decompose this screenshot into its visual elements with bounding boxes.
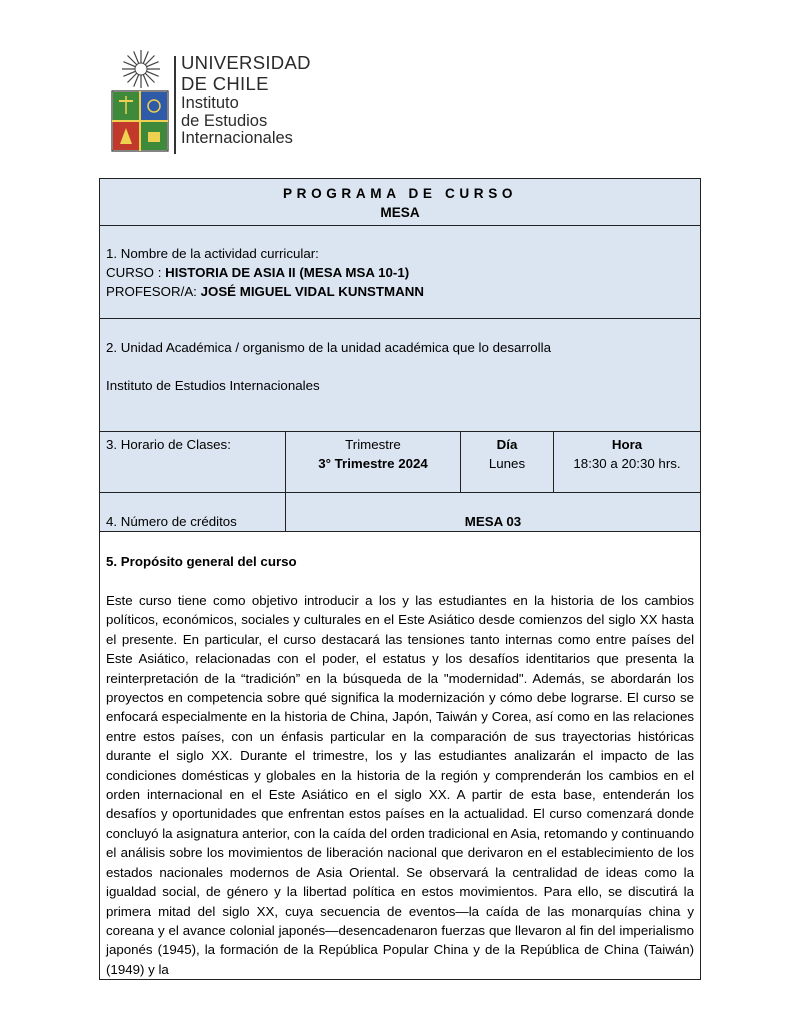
academic-unit: Instituto de Estudios Internacionales <box>106 378 320 393</box>
section-3-label: 3. Horario de Clases: <box>106 437 231 452</box>
section-4-label: 4. Número de créditos <box>106 514 237 529</box>
logo-institute-line1: Instituto <box>181 94 239 112</box>
course-name: HISTORIA DE ASIA II (MESA MSA 10-1) <box>165 265 410 280</box>
logo-divider <box>174 56 176 154</box>
course-program-table <box>99 178 701 980</box>
section-2-cell <box>100 319 701 432</box>
logo-university-line1: UNIVERSIDAD <box>181 52 311 73</box>
logo-institute-line3: Internacionales <box>181 129 293 147</box>
time-cell <box>554 432 701 493</box>
section-5-cell <box>100 532 701 980</box>
day-value: Lunes <box>488 456 526 471</box>
logo-university-line2: DE CHILE <box>181 72 269 94</box>
professor-line <box>106 282 694 301</box>
time-value: 18:30 a 20:30 hrs. <box>573 456 681 471</box>
section-1-cell <box>100 226 701 319</box>
title-cell <box>100 179 701 226</box>
document-subtitle: MESA <box>380 205 420 220</box>
professor-name: JOSÉ MIGUEL VIDAL KUNSTMANN <box>200 284 424 299</box>
course-line <box>106 263 694 282</box>
course-purpose-paragraph: Este curso tiene como objetivo introducir a los y las estudiantes en la historia de los cambios políticos, económicos, sociales y culturales en el Este Asiático desde comienzos del siglo XX hasta el presente. En particular, el curso destacará las tensiones tanto internas como entre países del Este Asiático, relacionadas con el poder, el estatus y los desafíos identitarios que presenta la reinterpretación de la “tradición” en la búsqueda de la "modernidad". Además, se abordarán los proyectos en competencia sobre qué significa la modernización y cómo debe lograrse. El curso se enfocará especialmente en la historia de China, Japón, Taiwán y Corea, así como en las relaciones entre estos países, con un énfasis particular en la comparación de sus trayectorias históricas durante el siglo XX. Durante el trimestre, los y las estudiantes analizarán el impacto de las condiciones domésticas y globales en la historia de la región y comprenderán los cambios en el orden internacional en el Este Asiático en el siglo XX. A partir de esta base, entenderán los desafíos y oportunidades que enfrentan estos países en la actualidad. El curso comenzará donde concluyó la asignatura anterior, con la caída del orden tradicional en Asia, retomando y continuando el análisis sobre los movimientos de liberación nacional que derivaron en el establecimiento de los estados nacionales modernos de Asia Oriental. Se observará la centralidad de ideas como la igualdad social, de género y la libertad política en estos movimientos. Para ello, se discutirá la primera mitad del siglo XX, cuya secuencia de eventos—la caída de las monarquías china y coreana y el avance colonial japonés—desencadenaron fuerzas que llevaron al fin del imperialismo japonés (1945), la formación de la República Popular China y de la República de China (Taiwán) (1949) y la <box>106 593 695 977</box>
schedule-label-cell <box>100 432 286 493</box>
professor-label: PROFESOR/A: <box>106 284 201 299</box>
credits-label-cell <box>100 493 286 532</box>
course-label: CURSO : <box>106 265 166 280</box>
university-logo <box>111 48 351 158</box>
day-cell <box>461 432 554 493</box>
trimester-value: 3° Trimestre 2024 <box>318 456 428 471</box>
section-2-label: 2. Unidad Académica / organismo de la unidad académica que lo desarrolla <box>106 340 551 355</box>
logo-institute-line2: de Estudios <box>181 111 268 130</box>
time-header: Hora <box>611 437 643 452</box>
credits-value-cell <box>286 493 701 532</box>
document-title: PROGRAMA DE CURSO <box>283 186 518 201</box>
credits-value: MESA 03 <box>464 514 522 529</box>
day-header: Día <box>496 437 518 452</box>
trimester-cell <box>286 432 461 493</box>
trimester-header: Trimestre <box>345 437 401 452</box>
section-5-title: 5. Propósito general del curso <box>106 554 297 569</box>
section-1-label: 1. Nombre de la actividad curricular: <box>106 246 319 261</box>
logo-wordmark <box>181 54 311 147</box>
university-crest-icon <box>111 48 171 156</box>
